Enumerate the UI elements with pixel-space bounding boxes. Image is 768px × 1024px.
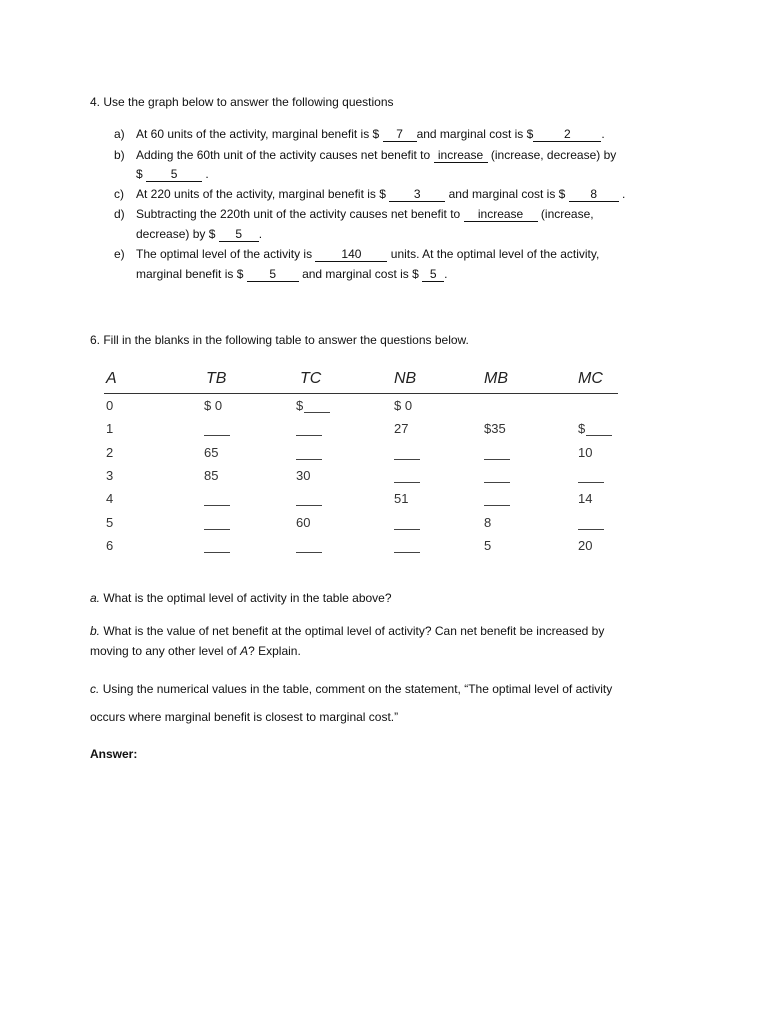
blank-line-tc-row1 [296, 435, 322, 436]
cell-mc-row2: 10 [578, 444, 593, 460]
q4b-amount-answer: 5 [146, 168, 202, 182]
cell-tb-row2: 65 [204, 444, 219, 460]
cell-mc-row1: $ [578, 421, 586, 437]
q6-title: 6. Fill in the blanks in the following table to answer the questions below. [90, 333, 469, 347]
blank-line-mc-row5 [578, 529, 604, 530]
blank-line-tb-row5 [204, 529, 230, 530]
q4c-mc-answer: 8 [569, 188, 619, 202]
q6-question-c-cont [90, 709, 398, 725]
benefit-cost-table [104, 368, 618, 558]
q4a-text1: At 60 units of the activity, marginal benefit is $ [136, 127, 380, 141]
cell-a-row6: 6 [106, 537, 114, 553]
q6-question-c [90, 681, 612, 697]
q6b-text2: moving to any other level of [90, 644, 237, 658]
q6b-text1: What is the value of net benefit at the optimal level of activity? Can net benefit be increased by [103, 624, 605, 638]
q4b-text3: $ [136, 167, 143, 181]
q6-question-b-cont [90, 643, 301, 659]
q4a-text2: and marginal cost is $ [416, 127, 534, 141]
cell-nb-row1: 27 [394, 421, 409, 437]
q4c-label: c) [114, 187, 124, 201]
cell-tc-row0: $ [296, 398, 304, 413]
q4a-label: a) [114, 127, 125, 141]
cell-a-row1: 1 [106, 421, 114, 437]
q4e-text5: . [444, 267, 448, 281]
q6c-label: c. [90, 682, 100, 696]
blank-line-mb-row4 [484, 505, 510, 506]
header-mc: MC [578, 370, 603, 387]
cell-tb-row3: 85 [204, 467, 219, 483]
q6-question-a [90, 590, 392, 606]
q4e-text1: The optimal level of the activity is [136, 247, 313, 261]
cell-mb-row6: 5 [484, 537, 492, 553]
cell-mb-row5: 8 [484, 514, 492, 530]
q4b-text4: . [205, 167, 209, 181]
cell-tc-row3: 30 [296, 467, 311, 483]
q4e-text3: marginal benefit is $ [136, 267, 244, 281]
cell-a-row2: 2 [106, 444, 114, 460]
q4d-amount-answer: 5 [219, 228, 259, 242]
blank-line-nb-row6 [394, 552, 420, 553]
q6b-label: b. [90, 624, 101, 638]
blank-line-nb-row5 [394, 529, 420, 530]
q6c-text2: occurs where marginal benefit is closest to marginal cost.” [90, 710, 399, 724]
blank-line-tb-row1 [204, 435, 230, 436]
q4a-text3: . [601, 127, 605, 141]
cell-a-row3: 3 [106, 467, 114, 483]
q6-question-b [90, 623, 604, 639]
q4d-text1: Subtracting the 220th unit of the activity causes net benefit to [136, 207, 461, 221]
q4c-mb-answer: 3 [389, 188, 445, 202]
q6b-text3: ? Explain. [248, 644, 301, 658]
blank-line-mb-row3 [484, 482, 510, 483]
q4e-mc-answer: 5 [422, 268, 444, 282]
blank-line-mc-row3 [578, 482, 604, 483]
q6c-text1: Using the numerical values in the table, comment on the statement, “The optimal level of activity [102, 682, 613, 696]
blank-line-nb-row3 [394, 482, 420, 483]
blank-line-tc-row0 [304, 412, 330, 413]
header-tc: TC [300, 370, 322, 387]
blank-line-tc-row6 [296, 552, 322, 553]
answer-label: Answer: [90, 747, 138, 761]
header-mb: MB [484, 370, 508, 387]
q4-title: 4. Use the graph below to answer the following questions [90, 95, 394, 109]
q4b-text2: (increase, decrease) by [490, 148, 617, 162]
q4a-mc-answer: 2 [533, 128, 601, 142]
q4b-direction-answer: increase [434, 149, 488, 163]
header-rule [104, 393, 618, 394]
cell-mc-row6: 20 [578, 537, 593, 553]
q6b-var: A [240, 644, 249, 658]
q4c-text1: At 220 units of the activity, marginal benefit is $ [136, 187, 386, 201]
q6a-text: What is the optimal level of activity in the table above? [103, 591, 392, 605]
q4e-optimal-answer: 140 [315, 248, 387, 262]
q4b-label: b) [114, 148, 125, 162]
q4e-text2: units. At the optimal level of the activity, [390, 247, 600, 261]
q4e-label: e) [114, 247, 125, 261]
blank-line-tc-row4 [296, 505, 322, 506]
q4d-text2: (increase, [540, 207, 594, 221]
cell-tb-row0: $ 0 [204, 398, 223, 413]
cell-mc-row4: 14 [578, 491, 593, 507]
header-nb: NB [394, 370, 417, 387]
q4d-text4: . [258, 227, 263, 241]
cell-a-row0: 0 [106, 398, 114, 413]
q4b-text1: Adding the 60th unit of the activity causes net benefit to [136, 148, 431, 162]
header-tb: TB [206, 370, 227, 387]
cell-nb-row4: 51 [394, 491, 409, 507]
q4-item-e-cont [136, 266, 448, 282]
q4e-mb-answer: 5 [247, 268, 299, 282]
q4c-text2: and marginal cost is $ [448, 187, 566, 201]
q4a-mb-answer: 7 [383, 128, 417, 142]
header-a: A [106, 370, 117, 387]
blank-line-tc-row2 [296, 459, 322, 460]
q4d-direction-answer: increase [464, 208, 538, 222]
blank-line-nb-row2 [394, 459, 420, 460]
q4d-text3: decrease) by $ [136, 227, 216, 241]
q4e-text4: and marginal cost is $ [302, 267, 419, 281]
q4-item-b-cont [136, 166, 209, 182]
cell-mb-row1: $35 [484, 421, 506, 437]
q6a-label: a. [90, 591, 101, 605]
blank-line-mc-row1 [586, 435, 612, 436]
blank-line-tb-row6 [204, 552, 230, 553]
cell-a-row5: 5 [106, 514, 114, 530]
blank-line-tb-row4 [204, 505, 230, 506]
q4c-text3: . [622, 187, 626, 201]
cell-tc-row5: 60 [296, 514, 311, 530]
q4-item-d-cont [136, 226, 262, 242]
blank-line-mb-row2 [484, 459, 510, 460]
cell-a-row4: 4 [106, 491, 114, 507]
cell-nb-row0: $ 0 [394, 398, 413, 413]
q4d-label: d) [114, 207, 125, 221]
